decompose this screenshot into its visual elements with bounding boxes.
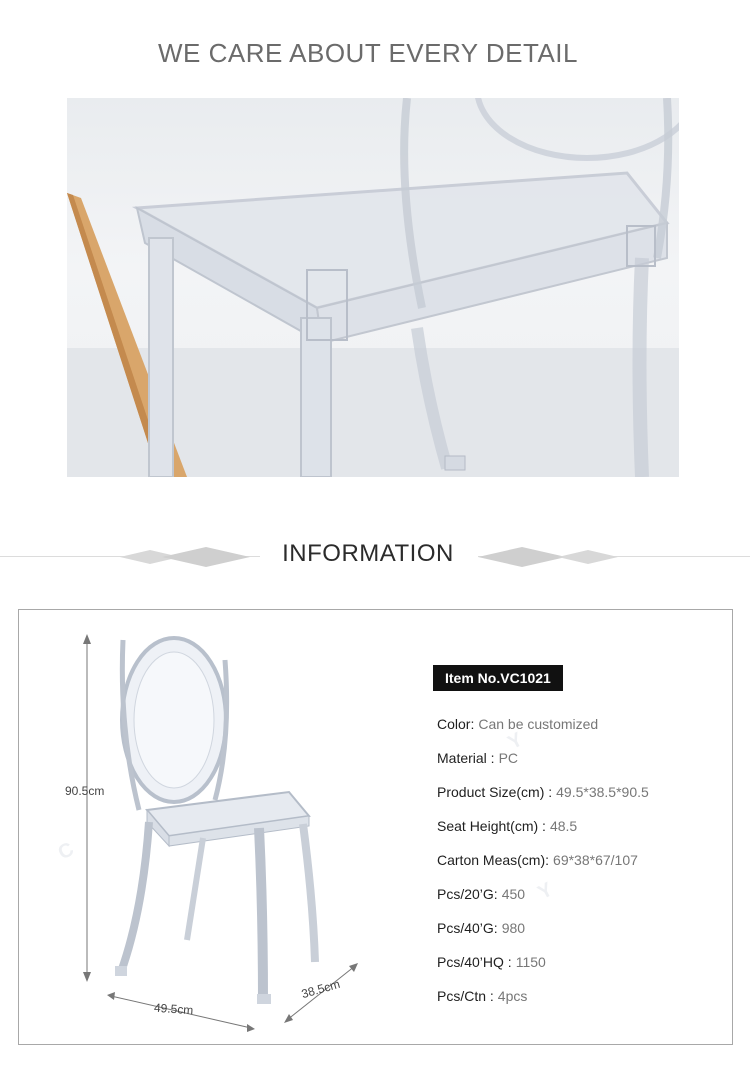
spec-row-pcs-40g bbox=[437, 918, 727, 952]
spec-label: Color: bbox=[437, 716, 475, 732]
spec-label: Pcs/Ctn : bbox=[437, 988, 494, 1004]
spec-value: 49.5*38.5*90.5 bbox=[556, 784, 649, 800]
diamond-ornament-left bbox=[120, 544, 260, 570]
spec-row-material bbox=[437, 748, 727, 782]
spec-value: Can be customized bbox=[478, 716, 599, 732]
item-number-badge: Item No.VC1021 bbox=[433, 665, 563, 691]
product-info-box bbox=[18, 609, 733, 1045]
spec-value: 450 bbox=[501, 886, 526, 902]
spec-value: PC bbox=[498, 750, 519, 766]
dimension-width-label: 49.5cm bbox=[153, 1000, 194, 1018]
spec-value: 48.5 bbox=[549, 818, 578, 834]
watermark-logo: Y bbox=[504, 727, 528, 755]
spec-list bbox=[437, 714, 727, 1020]
watermark-logo: Y bbox=[534, 877, 558, 905]
spec-row-pcs-ctn bbox=[437, 986, 727, 1020]
spec-row-color bbox=[437, 714, 727, 748]
spec-label: Material : bbox=[437, 750, 495, 766]
spec-label: Carton Meas(cm): bbox=[437, 852, 550, 868]
diamond-ornament-right bbox=[478, 544, 618, 570]
spec-label: Pcs/40’HQ : bbox=[437, 954, 512, 970]
spec-label: Seat Height(cm) : bbox=[437, 818, 546, 834]
watermark-logo: C bbox=[54, 837, 79, 865]
spec-row-product-size bbox=[437, 782, 727, 816]
information-title: INFORMATION bbox=[282, 540, 454, 567]
spec-label: Product Size(cm) : bbox=[437, 784, 553, 800]
spec-row-seat-height bbox=[437, 816, 727, 850]
spec-row-carton-meas bbox=[437, 850, 727, 884]
spec-value: 4pcs bbox=[497, 988, 528, 1004]
spec-row-pcs-20g bbox=[437, 884, 727, 918]
spec-label: Pcs/20’G: bbox=[437, 886, 498, 902]
dimension-depth-label: 38.5cm bbox=[299, 976, 342, 1002]
page-title: WE CARE ABOUT EVERY DETAIL bbox=[158, 38, 578, 68]
spec-label: Pcs/40’G: bbox=[437, 920, 498, 936]
spec-value: 980 bbox=[501, 920, 526, 936]
spec-value: 69*38*67/107 bbox=[553, 852, 638, 868]
spec-row-pcs-40hq bbox=[437, 952, 727, 986]
spec-value: 1150 bbox=[515, 954, 546, 970]
hero-photo-chair-detail bbox=[67, 98, 679, 477]
dimension-height-label: 90.5cm bbox=[65, 784, 105, 798]
